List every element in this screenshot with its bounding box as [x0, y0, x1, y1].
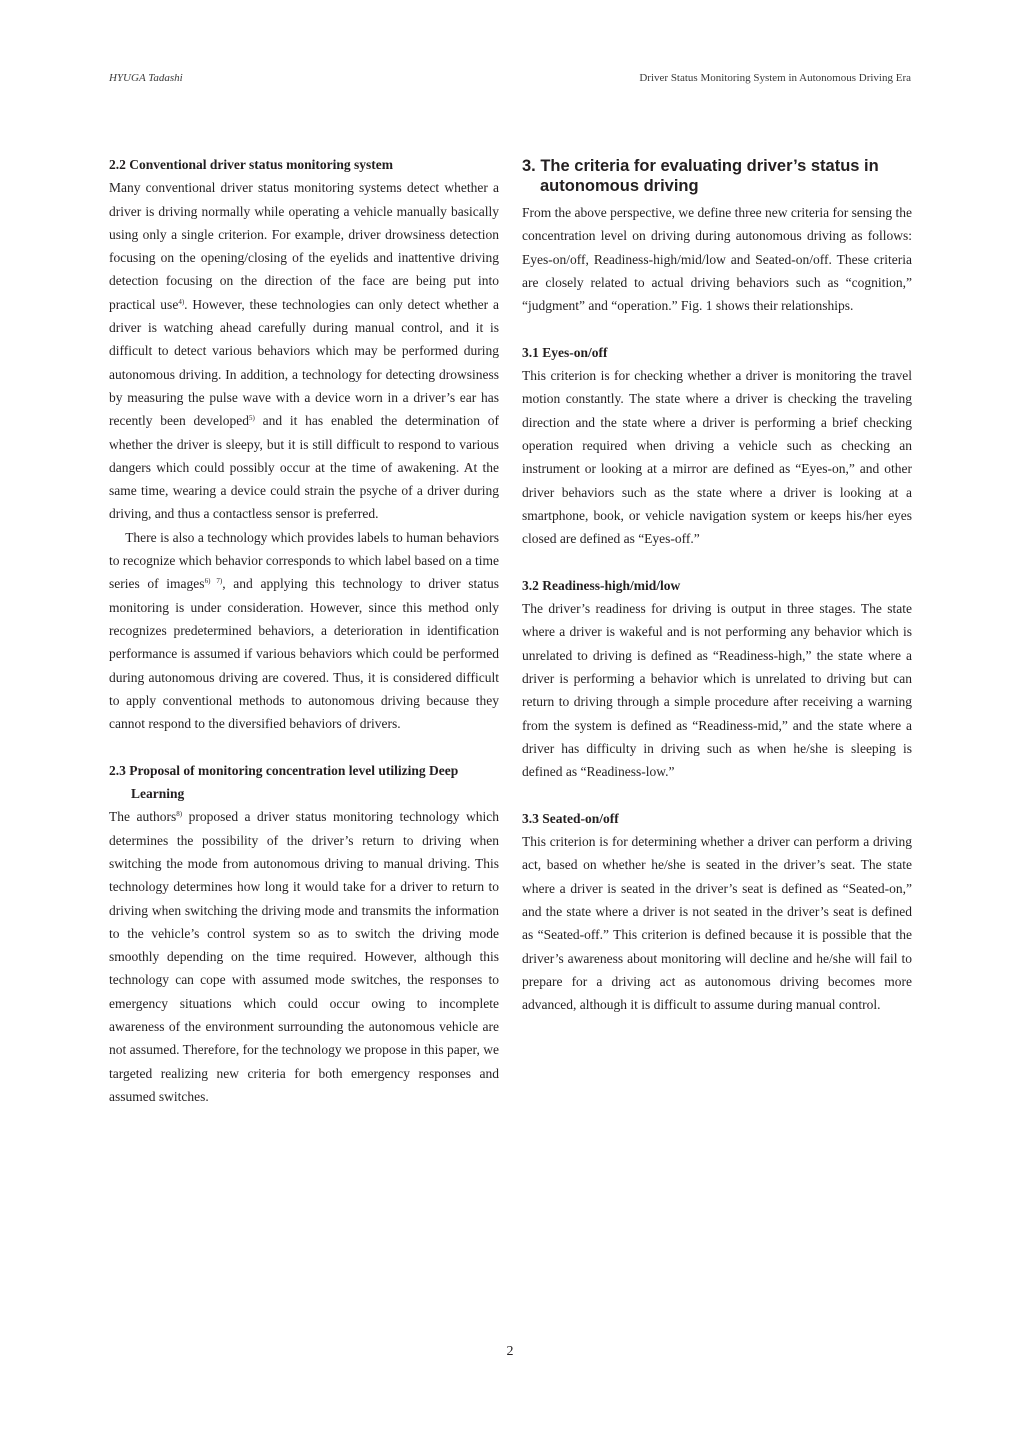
page-number: 2: [506, 1344, 514, 1359]
section-2-2-paragraph-1: Many conventional driver status monitoring systems detect whether a driver is driving normally while operating a vehicle manually basically using only a single criterion. For example, driver drowsiness detection focusing on the opening/closing of the eyelids and inattentive driving detection focusing on the direction of the face are being put into practical use$^{4)}$. However, these technologies can only detect whether a driver is watching ahead carefully during manual control, and it is difficult to detect various behaviors which may be performed during autonomous driving. In addition, a technology for detecting drowsiness by measuring the pulse wave with a device worn in a driver’s ear has recently been developed$^{5)}$ and it has enabled the determination of whether the driver is sleepy, but it is still difficult to respond to various dangers which could possibly occur at the time of awakening. At the same time, wearing a device could strain the psyche of a driver during driving, and thus a contactless sensor is preferred.: [109, 180, 499, 522]
citation-ref: 6) 7): [204, 577, 223, 586]
section-3-paragraph-1: From the above perspective, we define three new criteria for sensing the concentration level on driving during autonomous driving as follows: Eyes-on/off, Readiness-high/mid/low and Seated-on/off. These criteria are closely related to actual driving behaviors such as “cognition,” “judgment” and “operation.” Fig. 1 shows their relationships.: [522, 205, 912, 314]
right-column: [522, 153, 912, 1016]
left-column: [109, 153, 499, 1108]
section-3-3-heading: 3.3 Seated-on/off: [522, 810, 619, 826]
section-2-3-heading: 2.3 Proposal of monitoring concentration level utilizing Deep Learning: [109, 762, 459, 802]
section-3-1-paragraph-1: This criterion is for checking whether a driver is monitoring the travel motion constantly. The state where a driver is checking the traveling direction and the state where a driver is performing a brief checking operation required when driving a vehicle such as checking an instrument or looking at a mirror are defined as “Eyes-on,” and other driver behaviors such as the state where a driver is looking at a smartphone, book, or vehicle navigation system or keeps his/her eyes closed are defined as “Eyes-off.”: [522, 368, 912, 547]
citation-ref: 8): [176, 810, 183, 819]
section-3-2-paragraph-1: The driver’s readiness for driving is output in three stages. The state where a driver is wakeful and is not performing any behavior which is unrelated to driving is defined as “Readiness-high,” the state where a driver is performing a behavior which is unrelated to driving but can return to driving through a simple procedure after receiving a warning from the system is defined as “Readiness-mid,” and the state where a driver has difficulty in driving such as when he/she is sleeping is defined as “Readiness-low.”: [522, 601, 912, 780]
section-3-1-heading: 3.1 Eyes-on/off: [522, 344, 608, 360]
section-3-2-heading: 3.2 Readiness-high/mid/low: [522, 577, 681, 593]
running-header-author: HYUGA Tadashi: [109, 72, 183, 84]
section-3-3-paragraph-1: This criterion is for determining whether a driver can perform a driving act, based on whether he/she is seated in the driver’s seat. The state where a driver is seated in the driver’s seat is defined as “Seated-on,” and the state where a driver is not seated in the driver’s seat is defined as “Seated-off.” This criterion is defined because it is possible that the driver’s awareness about monitoring will decline and he/she will fail to prepare for a driving act as autonomous driving becomes more advanced, although it is difficult to assume during manual control.: [522, 834, 912, 1013]
section-2-3-paragraph-1: The authors$^{8)}$ proposed a driver status monitoring technology which determines the possibility of the driver’s return to driving when switching the mode from autonomous driving to manual driving. This technology determines how long it would take for a driver to return to driving when switching the driving mode and transmits the information to the vehicle’s control system so as to switch the driving mode smoothly depending on the time required. However, although this technology can cope with assumed mode switches, the responses to emergency situations which could occur owing to incomplete awareness of the environment surrounding the autonomous vehicle are not assumed. Therefore, for the technology we propose in this paper, we targeted realizing new criteria for both emergency responses and assumed switches.: [109, 809, 499, 1104]
running-header-title: Driver Status Monitoring System in Autonomous Driving Era: [639, 72, 911, 84]
section-3-heading: 3. The criteria for evaluating driver’s status in autonomous driving: [522, 157, 879, 195]
citation-ref: 4): [178, 297, 185, 306]
section-2-2-paragraph-2: There is also a technology which provides labels to human behaviors to recognize which behavior corresponds to which label based on a time series of images$^{6) 7)}$, and applying this technology to driver status monitoring is under consideration. However, since this method only recognizes predetermined behaviors, a deterioration in identification performance is assumed if various behaviors which could be performed during autonomous driving are covered. Thus, it is considered difficult to apply conventional methods to autonomous driving because they cannot respond to the diversified behaviors of drivers.: [109, 529, 499, 732]
section-2-2-heading: 2.2 Conventional driver status monitoring system: [109, 157, 394, 172]
citation-ref: 5): [249, 414, 255, 423]
